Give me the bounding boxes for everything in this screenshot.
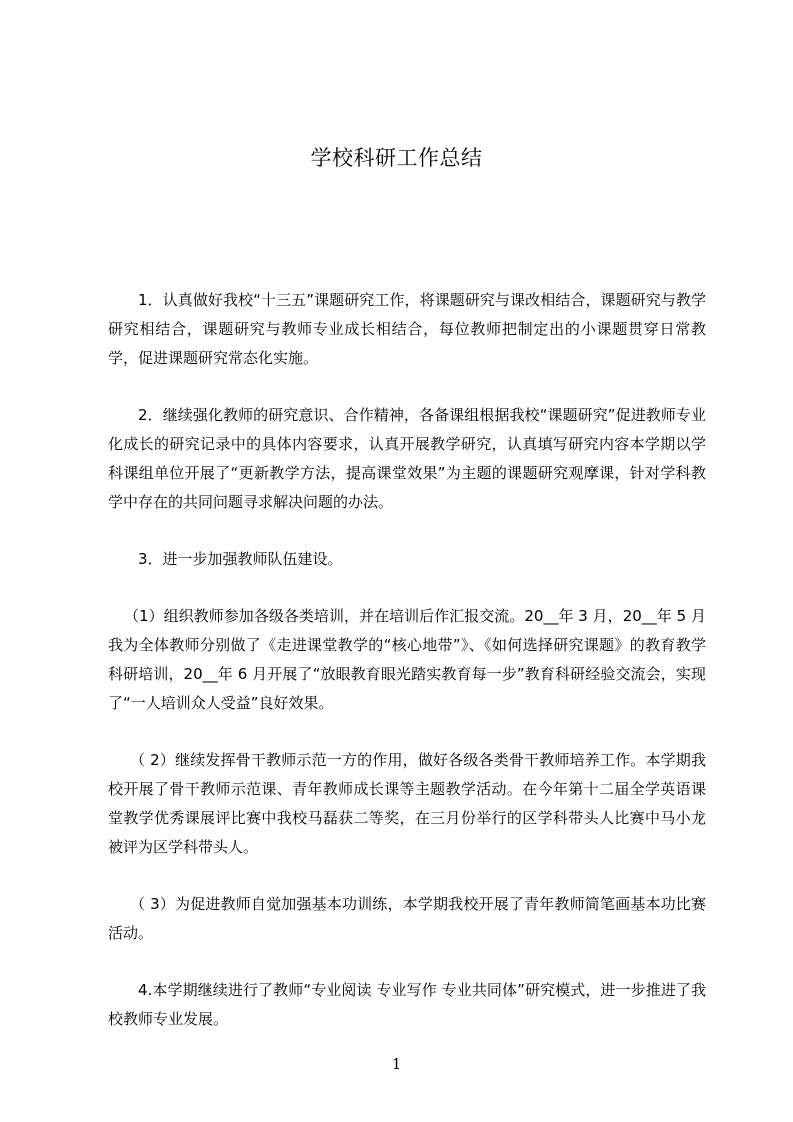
page-number: 1 — [391, 1055, 402, 1073]
paragraph-7: 4.本学期继续进行了教师“专业阅读 专业写作 专业共同体”研究模式，进一步推进了我校教师专业发展。 — [108, 981, 706, 1028]
paragraph-3: 3．进一步加强教师队伍建设。 — [138, 550, 343, 568]
paragraph-4: （1）组织教师参加各级各类培训，并在培训后作汇报交流。20__年 3 月，20__年 5 月我为全体教师分别做了《走进课堂教学的“核心地带”》、《如何选择研究课题》的教育教学科研培训，20__年 6 月开展了“放眼教育眼光踏实教育每一步”教育科研经验交流会，实现了“一人培训众人受益”良好效果。 — [108, 607, 706, 712]
paragraph-6: （ 3）为促进教师自觉加强基本功训练，本学期我校开展了青年教师简笔画基本功比赛活动。 — [108, 895, 706, 942]
paragraph-1: 1．认真做好我校“十三五”课题研究工作，将课题研究与课改相结合，课题研究与教学研究相结合，课题研究与教师专业成长相结合，每位教师把制定出的小课题贯穿日常教学，促进课题研究常态化实施。 — [108, 291, 706, 367]
document-body — [108, 286, 706, 1034]
page-title: 学校科研工作总结 — [310, 146, 483, 170]
paragraph-2: 2．继续强化教师的研究意识、合作精神，各备课组根据我校“课题研究”促进教师专业化成长的研究记录中的具体内容要求，认真开展教学研究，认真填写研究内容本学期以学科课组单位开展了“更新教学方法，提高课堂效果”为主题的课题研究观摩课，针对学科教学中存在的共同问题寻求解决问题的办法。 — [108, 406, 706, 511]
paragraph-5: （ 2）继续发挥骨干教师示范一方的作用，做好各级各类骨干教师培养工作。本学期我校开展了骨干教师示范课、青年教师成长课等主题教学活动。在今年第十二届全学英语课堂教学优秀课展评比赛中我校马磊获二等奖，在三月份举行的区学科带头人比赛中马小龙被评为区学科带头人。 — [108, 751, 706, 856]
